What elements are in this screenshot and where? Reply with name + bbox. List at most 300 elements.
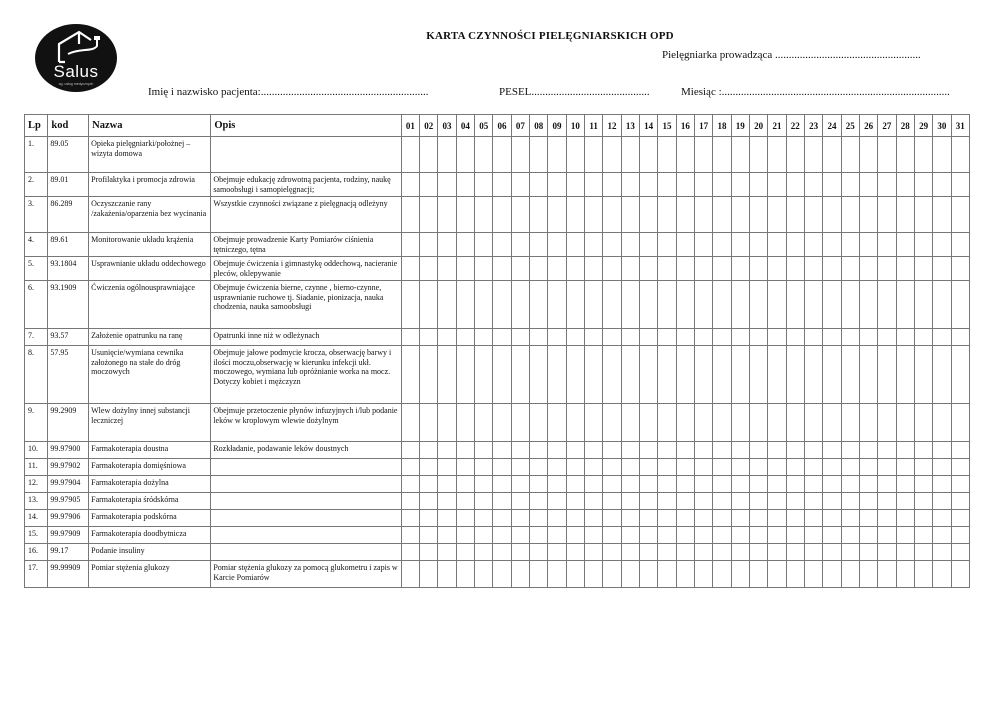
day-cell[interactable] xyxy=(933,329,951,346)
day-cell[interactable] xyxy=(401,197,419,233)
day-cell[interactable] xyxy=(603,459,621,476)
day-cell[interactable] xyxy=(640,329,658,346)
day-cell[interactable] xyxy=(878,527,896,544)
day-cell[interactable] xyxy=(914,173,932,197)
day-cell[interactable] xyxy=(530,281,548,329)
day-cell[interactable] xyxy=(401,510,419,527)
day-cell[interactable] xyxy=(749,493,767,510)
day-cell[interactable] xyxy=(878,493,896,510)
day-cell[interactable] xyxy=(493,476,511,493)
day-cell[interactable] xyxy=(493,329,511,346)
day-cell[interactable] xyxy=(621,257,639,281)
day-cell[interactable] xyxy=(768,476,786,493)
day-cell[interactable] xyxy=(749,510,767,527)
day-cell[interactable] xyxy=(658,404,676,442)
day-cell[interactable] xyxy=(475,281,493,329)
day-cell[interactable] xyxy=(713,346,731,404)
day-cell[interactable] xyxy=(511,459,529,476)
day-cell[interactable] xyxy=(548,561,566,588)
day-cell[interactable] xyxy=(658,197,676,233)
day-cell[interactable] xyxy=(475,173,493,197)
day-cell[interactable] xyxy=(749,346,767,404)
day-cell[interactable] xyxy=(896,281,914,329)
day-cell[interactable] xyxy=(914,561,932,588)
day-cell[interactable] xyxy=(585,544,603,561)
day-cell[interactable] xyxy=(786,173,804,197)
day-cell[interactable] xyxy=(401,329,419,346)
day-cell[interactable] xyxy=(694,281,712,329)
day-cell[interactable] xyxy=(694,544,712,561)
day-cell[interactable] xyxy=(731,233,749,257)
day-cell[interactable] xyxy=(914,233,932,257)
day-cell[interactable] xyxy=(585,510,603,527)
day-cell[interactable] xyxy=(603,329,621,346)
day-cell[interactable] xyxy=(713,493,731,510)
day-cell[interactable] xyxy=(951,137,969,173)
day-cell[interactable] xyxy=(676,459,694,476)
day-cell[interactable] xyxy=(768,233,786,257)
day-cell[interactable] xyxy=(566,346,584,404)
day-cell[interactable] xyxy=(640,459,658,476)
day-cell[interactable] xyxy=(859,459,877,476)
nurse-field[interactable]: Pielęgniarka prowadząca ..................................................... xyxy=(662,49,921,61)
day-cell[interactable] xyxy=(566,561,584,588)
day-cell[interactable] xyxy=(475,561,493,588)
day-cell[interactable] xyxy=(676,233,694,257)
day-cell[interactable] xyxy=(475,346,493,404)
day-cell[interactable] xyxy=(640,510,658,527)
day-cell[interactable] xyxy=(694,233,712,257)
day-cell[interactable] xyxy=(859,233,877,257)
day-cell[interactable] xyxy=(420,561,438,588)
pesel-field[interactable]: PESEL........................................... xyxy=(499,86,650,98)
day-cell[interactable] xyxy=(951,561,969,588)
day-cell[interactable] xyxy=(841,493,859,510)
day-cell[interactable] xyxy=(548,197,566,233)
day-cell[interactable] xyxy=(456,281,474,329)
day-cell[interactable] xyxy=(456,561,474,588)
day-cell[interactable] xyxy=(859,527,877,544)
day-cell[interactable] xyxy=(823,137,841,173)
day-cell[interactable] xyxy=(859,137,877,173)
day-cell[interactable] xyxy=(768,527,786,544)
day-cell[interactable] xyxy=(511,197,529,233)
day-cell[interactable] xyxy=(786,493,804,510)
day-cell[interactable] xyxy=(694,346,712,404)
day-cell[interactable] xyxy=(804,493,822,510)
day-cell[interactable] xyxy=(731,493,749,510)
day-cell[interactable] xyxy=(914,257,932,281)
day-cell[interactable] xyxy=(438,404,456,442)
day-cell[interactable] xyxy=(676,173,694,197)
day-cell[interactable] xyxy=(896,544,914,561)
day-cell[interactable] xyxy=(621,329,639,346)
day-cell[interactable] xyxy=(456,404,474,442)
day-cell[interactable] xyxy=(878,173,896,197)
day-cell[interactable] xyxy=(694,476,712,493)
day-cell[interactable] xyxy=(603,476,621,493)
day-cell[interactable] xyxy=(933,233,951,257)
day-cell[interactable] xyxy=(511,493,529,510)
day-cell[interactable] xyxy=(420,257,438,281)
day-cell[interactable] xyxy=(475,527,493,544)
day-cell[interactable] xyxy=(878,544,896,561)
day-cell[interactable] xyxy=(511,527,529,544)
day-cell[interactable] xyxy=(511,510,529,527)
day-cell[interactable] xyxy=(768,442,786,459)
day-cell[interactable] xyxy=(401,137,419,173)
day-cell[interactable] xyxy=(566,527,584,544)
day-cell[interactable] xyxy=(823,281,841,329)
day-cell[interactable] xyxy=(401,173,419,197)
day-cell[interactable] xyxy=(640,346,658,404)
day-cell[interactable] xyxy=(658,233,676,257)
day-cell[interactable] xyxy=(896,233,914,257)
day-cell[interactable] xyxy=(548,233,566,257)
day-cell[interactable] xyxy=(511,544,529,561)
day-cell[interactable] xyxy=(548,476,566,493)
day-cell[interactable] xyxy=(951,476,969,493)
day-cell[interactable] xyxy=(749,329,767,346)
day-cell[interactable] xyxy=(420,329,438,346)
day-cell[interactable] xyxy=(566,329,584,346)
day-cell[interactable] xyxy=(914,346,932,404)
day-cell[interactable] xyxy=(951,173,969,197)
day-cell[interactable] xyxy=(456,442,474,459)
day-cell[interactable] xyxy=(438,561,456,588)
day-cell[interactable] xyxy=(456,329,474,346)
day-cell[interactable] xyxy=(438,329,456,346)
day-cell[interactable] xyxy=(640,544,658,561)
day-cell[interactable] xyxy=(823,544,841,561)
day-cell[interactable] xyxy=(456,510,474,527)
day-cell[interactable] xyxy=(951,527,969,544)
day-cell[interactable] xyxy=(694,510,712,527)
day-cell[interactable] xyxy=(640,561,658,588)
day-cell[interactable] xyxy=(493,510,511,527)
day-cell[interactable] xyxy=(933,173,951,197)
day-cell[interactable] xyxy=(878,561,896,588)
day-cell[interactable] xyxy=(456,137,474,173)
day-cell[interactable] xyxy=(859,561,877,588)
day-cell[interactable] xyxy=(475,510,493,527)
day-cell[interactable] xyxy=(676,346,694,404)
day-cell[interactable] xyxy=(493,442,511,459)
day-cell[interactable] xyxy=(511,476,529,493)
day-cell[interactable] xyxy=(530,137,548,173)
day-cell[interactable] xyxy=(548,459,566,476)
day-cell[interactable] xyxy=(914,281,932,329)
day-cell[interactable] xyxy=(749,561,767,588)
day-cell[interactable] xyxy=(621,173,639,197)
day-cell[interactable] xyxy=(511,257,529,281)
day-cell[interactable] xyxy=(566,493,584,510)
day-cell[interactable] xyxy=(548,281,566,329)
day-cell[interactable] xyxy=(914,404,932,442)
day-cell[interactable] xyxy=(859,329,877,346)
day-cell[interactable] xyxy=(401,476,419,493)
day-cell[interactable] xyxy=(566,442,584,459)
day-cell[interactable] xyxy=(786,404,804,442)
day-cell[interactable] xyxy=(548,329,566,346)
day-cell[interactable] xyxy=(878,281,896,329)
day-cell[interactable] xyxy=(859,197,877,233)
day-cell[interactable] xyxy=(786,476,804,493)
day-cell[interactable] xyxy=(493,173,511,197)
day-cell[interactable] xyxy=(420,459,438,476)
day-cell[interactable] xyxy=(933,510,951,527)
day-cell[interactable] xyxy=(548,527,566,544)
day-cell[interactable] xyxy=(676,476,694,493)
day-cell[interactable] xyxy=(658,137,676,173)
day-cell[interactable] xyxy=(841,257,859,281)
day-cell[interactable] xyxy=(713,442,731,459)
day-cell[interactable] xyxy=(731,346,749,404)
day-cell[interactable] xyxy=(676,442,694,459)
day-cell[interactable] xyxy=(585,404,603,442)
day-cell[interactable] xyxy=(493,493,511,510)
day-cell[interactable] xyxy=(713,561,731,588)
day-cell[interactable] xyxy=(658,510,676,527)
day-cell[interactable] xyxy=(658,257,676,281)
day-cell[interactable] xyxy=(694,257,712,281)
day-cell[interactable] xyxy=(438,493,456,510)
day-cell[interactable] xyxy=(493,404,511,442)
day-cell[interactable] xyxy=(530,173,548,197)
day-cell[interactable] xyxy=(896,329,914,346)
day-cell[interactable] xyxy=(530,527,548,544)
day-cell[interactable] xyxy=(658,173,676,197)
day-cell[interactable] xyxy=(878,137,896,173)
day-cell[interactable] xyxy=(951,197,969,233)
day-cell[interactable] xyxy=(713,197,731,233)
day-cell[interactable] xyxy=(585,197,603,233)
day-cell[interactable] xyxy=(841,459,859,476)
day-cell[interactable] xyxy=(731,281,749,329)
day-cell[interactable] xyxy=(731,197,749,233)
day-cell[interactable] xyxy=(566,257,584,281)
day-cell[interactable] xyxy=(896,173,914,197)
day-cell[interactable] xyxy=(749,137,767,173)
day-cell[interactable] xyxy=(511,137,529,173)
day-cell[interactable] xyxy=(841,404,859,442)
day-cell[interactable] xyxy=(933,137,951,173)
day-cell[interactable] xyxy=(804,442,822,459)
day-cell[interactable] xyxy=(640,257,658,281)
day-cell[interactable] xyxy=(731,329,749,346)
day-cell[interactable] xyxy=(401,281,419,329)
day-cell[interactable] xyxy=(640,173,658,197)
day-cell[interactable] xyxy=(438,527,456,544)
day-cell[interactable] xyxy=(896,197,914,233)
day-cell[interactable] xyxy=(914,544,932,561)
day-cell[interactable] xyxy=(841,329,859,346)
day-cell[interactable] xyxy=(511,404,529,442)
day-cell[interactable] xyxy=(841,544,859,561)
day-cell[interactable] xyxy=(786,510,804,527)
day-cell[interactable] xyxy=(713,137,731,173)
day-cell[interactable] xyxy=(530,476,548,493)
day-cell[interactable] xyxy=(694,329,712,346)
day-cell[interactable] xyxy=(878,257,896,281)
day-cell[interactable] xyxy=(640,404,658,442)
day-cell[interactable] xyxy=(896,527,914,544)
day-cell[interactable] xyxy=(456,233,474,257)
day-cell[interactable] xyxy=(749,527,767,544)
day-cell[interactable] xyxy=(933,257,951,281)
day-cell[interactable] xyxy=(786,281,804,329)
day-cell[interactable] xyxy=(621,442,639,459)
day-cell[interactable] xyxy=(621,137,639,173)
day-cell[interactable] xyxy=(804,476,822,493)
day-cell[interactable] xyxy=(658,346,676,404)
day-cell[interactable] xyxy=(914,476,932,493)
day-cell[interactable] xyxy=(859,404,877,442)
day-cell[interactable] xyxy=(731,561,749,588)
day-cell[interactable] xyxy=(749,173,767,197)
day-cell[interactable] xyxy=(475,493,493,510)
day-cell[interactable] xyxy=(951,346,969,404)
day-cell[interactable] xyxy=(823,459,841,476)
day-cell[interactable] xyxy=(456,493,474,510)
day-cell[interactable] xyxy=(859,281,877,329)
day-cell[interactable] xyxy=(566,404,584,442)
day-cell[interactable] xyxy=(658,544,676,561)
day-cell[interactable] xyxy=(456,527,474,544)
day-cell[interactable] xyxy=(933,281,951,329)
day-cell[interactable] xyxy=(585,346,603,404)
day-cell[interactable] xyxy=(603,510,621,527)
day-cell[interactable] xyxy=(731,442,749,459)
day-cell[interactable] xyxy=(786,197,804,233)
day-cell[interactable] xyxy=(438,442,456,459)
day-cell[interactable] xyxy=(731,173,749,197)
day-cell[interactable] xyxy=(933,561,951,588)
day-cell[interactable] xyxy=(914,197,932,233)
day-cell[interactable] xyxy=(731,137,749,173)
day-cell[interactable] xyxy=(859,544,877,561)
day-cell[interactable] xyxy=(438,137,456,173)
day-cell[interactable] xyxy=(914,329,932,346)
day-cell[interactable] xyxy=(603,137,621,173)
day-cell[interactable] xyxy=(640,476,658,493)
day-cell[interactable] xyxy=(933,476,951,493)
day-cell[interactable] xyxy=(859,257,877,281)
day-cell[interactable] xyxy=(768,404,786,442)
day-cell[interactable] xyxy=(694,137,712,173)
day-cell[interactable] xyxy=(548,510,566,527)
day-cell[interactable] xyxy=(804,197,822,233)
day-cell[interactable] xyxy=(823,257,841,281)
day-cell[interactable] xyxy=(804,257,822,281)
day-cell[interactable] xyxy=(475,544,493,561)
day-cell[interactable] xyxy=(951,459,969,476)
day-cell[interactable] xyxy=(749,476,767,493)
day-cell[interactable] xyxy=(493,544,511,561)
day-cell[interactable] xyxy=(585,561,603,588)
day-cell[interactable] xyxy=(694,197,712,233)
day-cell[interactable] xyxy=(511,329,529,346)
day-cell[interactable] xyxy=(713,404,731,442)
day-cell[interactable] xyxy=(878,197,896,233)
day-cell[interactable] xyxy=(456,257,474,281)
day-cell[interactable] xyxy=(878,459,896,476)
day-cell[interactable] xyxy=(566,137,584,173)
day-cell[interactable] xyxy=(878,233,896,257)
day-cell[interactable] xyxy=(530,233,548,257)
day-cell[interactable] xyxy=(438,197,456,233)
day-cell[interactable] xyxy=(493,233,511,257)
day-cell[interactable] xyxy=(640,527,658,544)
day-cell[interactable] xyxy=(896,561,914,588)
day-cell[interactable] xyxy=(603,561,621,588)
day-cell[interactable] xyxy=(713,459,731,476)
day-cell[interactable] xyxy=(823,197,841,233)
day-cell[interactable] xyxy=(475,442,493,459)
day-cell[interactable] xyxy=(676,527,694,544)
day-cell[interactable] xyxy=(786,233,804,257)
day-cell[interactable] xyxy=(475,459,493,476)
day-cell[interactable] xyxy=(401,527,419,544)
day-cell[interactable] xyxy=(420,527,438,544)
day-cell[interactable] xyxy=(585,459,603,476)
day-cell[interactable] xyxy=(438,476,456,493)
day-cell[interactable] xyxy=(658,493,676,510)
day-cell[interactable] xyxy=(603,257,621,281)
day-cell[interactable] xyxy=(511,173,529,197)
day-cell[interactable] xyxy=(548,257,566,281)
day-cell[interactable] xyxy=(694,493,712,510)
day-cell[interactable] xyxy=(548,442,566,459)
day-cell[interactable] xyxy=(841,197,859,233)
day-cell[interactable] xyxy=(420,173,438,197)
day-cell[interactable] xyxy=(823,173,841,197)
day-cell[interactable] xyxy=(713,233,731,257)
day-cell[interactable] xyxy=(566,510,584,527)
day-cell[interactable] xyxy=(438,173,456,197)
day-cell[interactable] xyxy=(841,137,859,173)
day-cell[interactable] xyxy=(768,137,786,173)
day-cell[interactable] xyxy=(456,346,474,404)
day-cell[interactable] xyxy=(878,476,896,493)
day-cell[interactable] xyxy=(658,329,676,346)
day-cell[interactable] xyxy=(548,137,566,173)
day-cell[interactable] xyxy=(823,476,841,493)
day-cell[interactable] xyxy=(530,561,548,588)
day-cell[interactable] xyxy=(475,257,493,281)
day-cell[interactable] xyxy=(896,493,914,510)
day-cell[interactable] xyxy=(530,442,548,459)
day-cell[interactable] xyxy=(566,197,584,233)
day-cell[interactable] xyxy=(933,493,951,510)
day-cell[interactable] xyxy=(530,346,548,404)
day-cell[interactable] xyxy=(401,561,419,588)
day-cell[interactable] xyxy=(530,197,548,233)
day-cell[interactable] xyxy=(878,510,896,527)
day-cell[interactable] xyxy=(896,510,914,527)
day-cell[interactable] xyxy=(731,404,749,442)
day-cell[interactable] xyxy=(859,476,877,493)
day-cell[interactable] xyxy=(768,459,786,476)
day-cell[interactable] xyxy=(786,442,804,459)
day-cell[interactable] xyxy=(933,527,951,544)
day-cell[interactable] xyxy=(786,527,804,544)
day-cell[interactable] xyxy=(676,137,694,173)
day-cell[interactable] xyxy=(841,510,859,527)
day-cell[interactable] xyxy=(713,510,731,527)
day-cell[interactable] xyxy=(676,257,694,281)
day-cell[interactable] xyxy=(603,233,621,257)
